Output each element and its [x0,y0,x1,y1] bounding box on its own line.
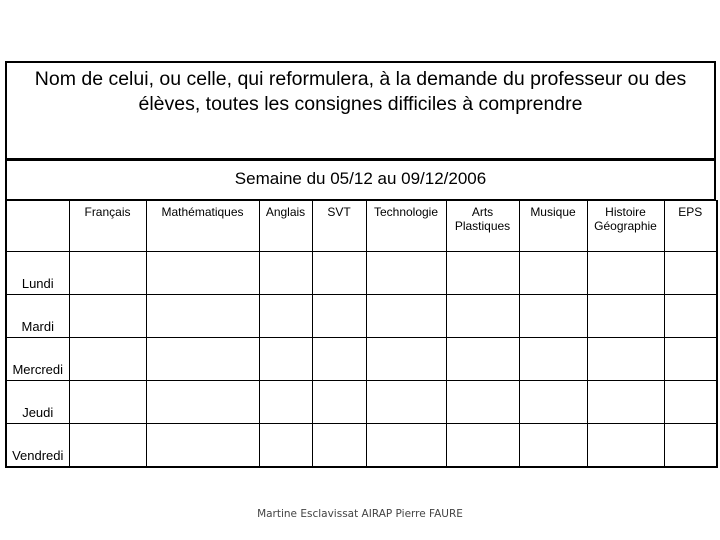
schedule-cell[interactable] [69,252,146,295]
schedule-cell[interactable] [587,295,664,338]
schedule-cell[interactable] [366,295,446,338]
day-label: Lundi [6,252,69,295]
day-row [6,424,717,468]
schedule-cell[interactable] [312,295,366,338]
schedule-table [5,200,718,468]
day-row [6,252,717,295]
schedule-cell[interactable] [366,338,446,381]
schedule-cell[interactable] [446,252,519,295]
day-label: Jeudi [6,381,69,424]
schedule-cell[interactable] [519,424,587,468]
schedule-cell[interactable] [587,338,664,381]
schedule-cell[interactable] [446,424,519,468]
schedule-cell[interactable] [366,424,446,468]
schedule-cell[interactable] [446,381,519,424]
subject-header: SVT [312,201,366,252]
schedule-cell[interactable] [69,381,146,424]
footer-credit: Martine Esclavissat AIRAP Pierre FAURE [257,508,463,520]
schedule-cell[interactable] [519,295,587,338]
title-box [5,61,716,160]
subject-header: Musique [519,201,587,252]
week-label: Semaine du 05/12 au 09/12/2006 [234,169,487,188]
week-box [5,159,716,201]
schedule-cell[interactable] [146,381,259,424]
schedule-cell[interactable] [366,381,446,424]
schedule-cell[interactable] [664,338,717,381]
schedule-cell[interactable] [446,295,519,338]
schedule-cell[interactable] [312,424,366,468]
schedule-cell[interactable] [446,338,519,381]
schedule-cell[interactable] [259,381,312,424]
schedule-cell[interactable] [259,252,312,295]
subject-header: Arts Plastiques [446,201,519,252]
schedule-cell[interactable] [519,338,587,381]
schedule-cell[interactable] [312,338,366,381]
subject-header: Technologie [366,201,446,252]
day-row [6,295,717,338]
schedule-cell[interactable] [259,424,312,468]
schedule-cell[interactable] [664,381,717,424]
subject-header-row [6,201,717,252]
schedule-cell[interactable] [587,381,664,424]
schedule-cell[interactable] [146,252,259,295]
day-label: Vendredi [6,424,69,468]
schedule-cell[interactable] [587,252,664,295]
day-label: Mercredi [6,338,69,381]
schedule-cell[interactable] [69,338,146,381]
schedule-cell[interactable] [69,424,146,468]
schedule-cell[interactable] [259,338,312,381]
schedule-cell[interactable] [366,252,446,295]
subject-header: Histoire Géographie [587,201,664,252]
corner-cell [6,201,69,252]
schedule-cell[interactable] [146,295,259,338]
subject-header: Mathématiques [146,201,259,252]
schedule-cell[interactable] [259,295,312,338]
schedule-cell[interactable] [69,295,146,338]
schedule-cell[interactable] [312,381,366,424]
subject-header: Français [69,201,146,252]
schedule-cell[interactable] [519,252,587,295]
subject-header: EPS [664,201,717,252]
day-label: Mardi [6,295,69,338]
schedule-cell[interactable] [664,252,717,295]
schedule-cell[interactable] [146,338,259,381]
day-row [6,381,717,424]
day-row [6,338,717,381]
subject-header: Anglais [259,201,312,252]
schedule-cell[interactable] [312,252,366,295]
schedule-cell[interactable] [146,424,259,468]
schedule-cell[interactable] [519,381,587,424]
schedule-cell[interactable] [664,424,717,468]
page-title: Nom de celui, ou celle, qui reformulera, à la demande du professeur ou des élèves, toutes les consignes difficiles à comprendre [34,68,687,115]
schedule-cell[interactable] [664,295,717,338]
schedule-cell[interactable] [587,424,664,468]
